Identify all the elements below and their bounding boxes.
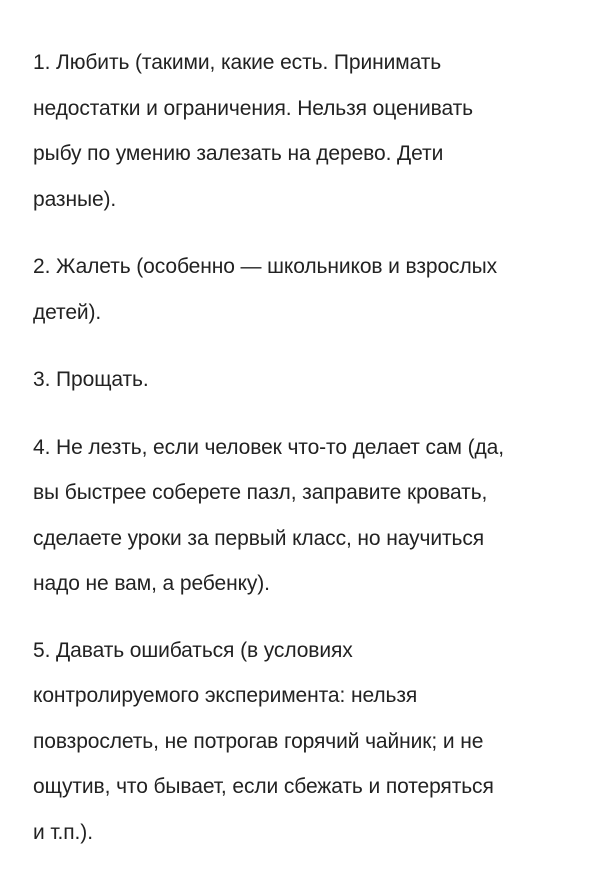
text-line: повзрослеть, не потрогав горячий чайник; и не <box>33 729 484 753</box>
text-line: сделаете уроки за первый класс, но научиться <box>33 526 484 550</box>
text-line: детей). <box>33 300 102 324</box>
text-line: 1. Любить (такими, какие есть. Принимать <box>33 51 442 74</box>
text-line: 2. Жалеть (особенно — школьников и взрослых <box>33 255 498 278</box>
text-line: 4. Не лезть, если человек что-то делает сам (да, <box>33 435 504 459</box>
list-item-4 <box>33 425 573 607</box>
list-item-2 <box>33 244 573 335</box>
text-line: надо не вам, а ребенку). <box>33 572 270 595</box>
text-line: недостатки и ограничения. Нельзя оценивать <box>33 96 473 120</box>
list-item-3 <box>33 357 573 403</box>
article-text <box>33 40 573 879</box>
text-line: вы быстрее соберете пазл, заправите кровать, <box>33 481 488 504</box>
text-line: контролируемого эксперимента: нельзя <box>33 684 418 707</box>
list-item-1 <box>33 40 573 222</box>
text-line: рыбу по умению залезать на дерево. Дети <box>33 142 444 165</box>
list-item-5 <box>33 628 573 856</box>
text-line: ощутив, что бывает, если сбежать и потеряться <box>33 775 494 798</box>
text-line: разные). <box>33 187 117 211</box>
text-line: 3. Прощать. <box>33 368 149 391</box>
text-line: 5. Давать ошибаться (в условиях <box>33 638 353 662</box>
text-line: и т.п.). <box>33 820 93 844</box>
